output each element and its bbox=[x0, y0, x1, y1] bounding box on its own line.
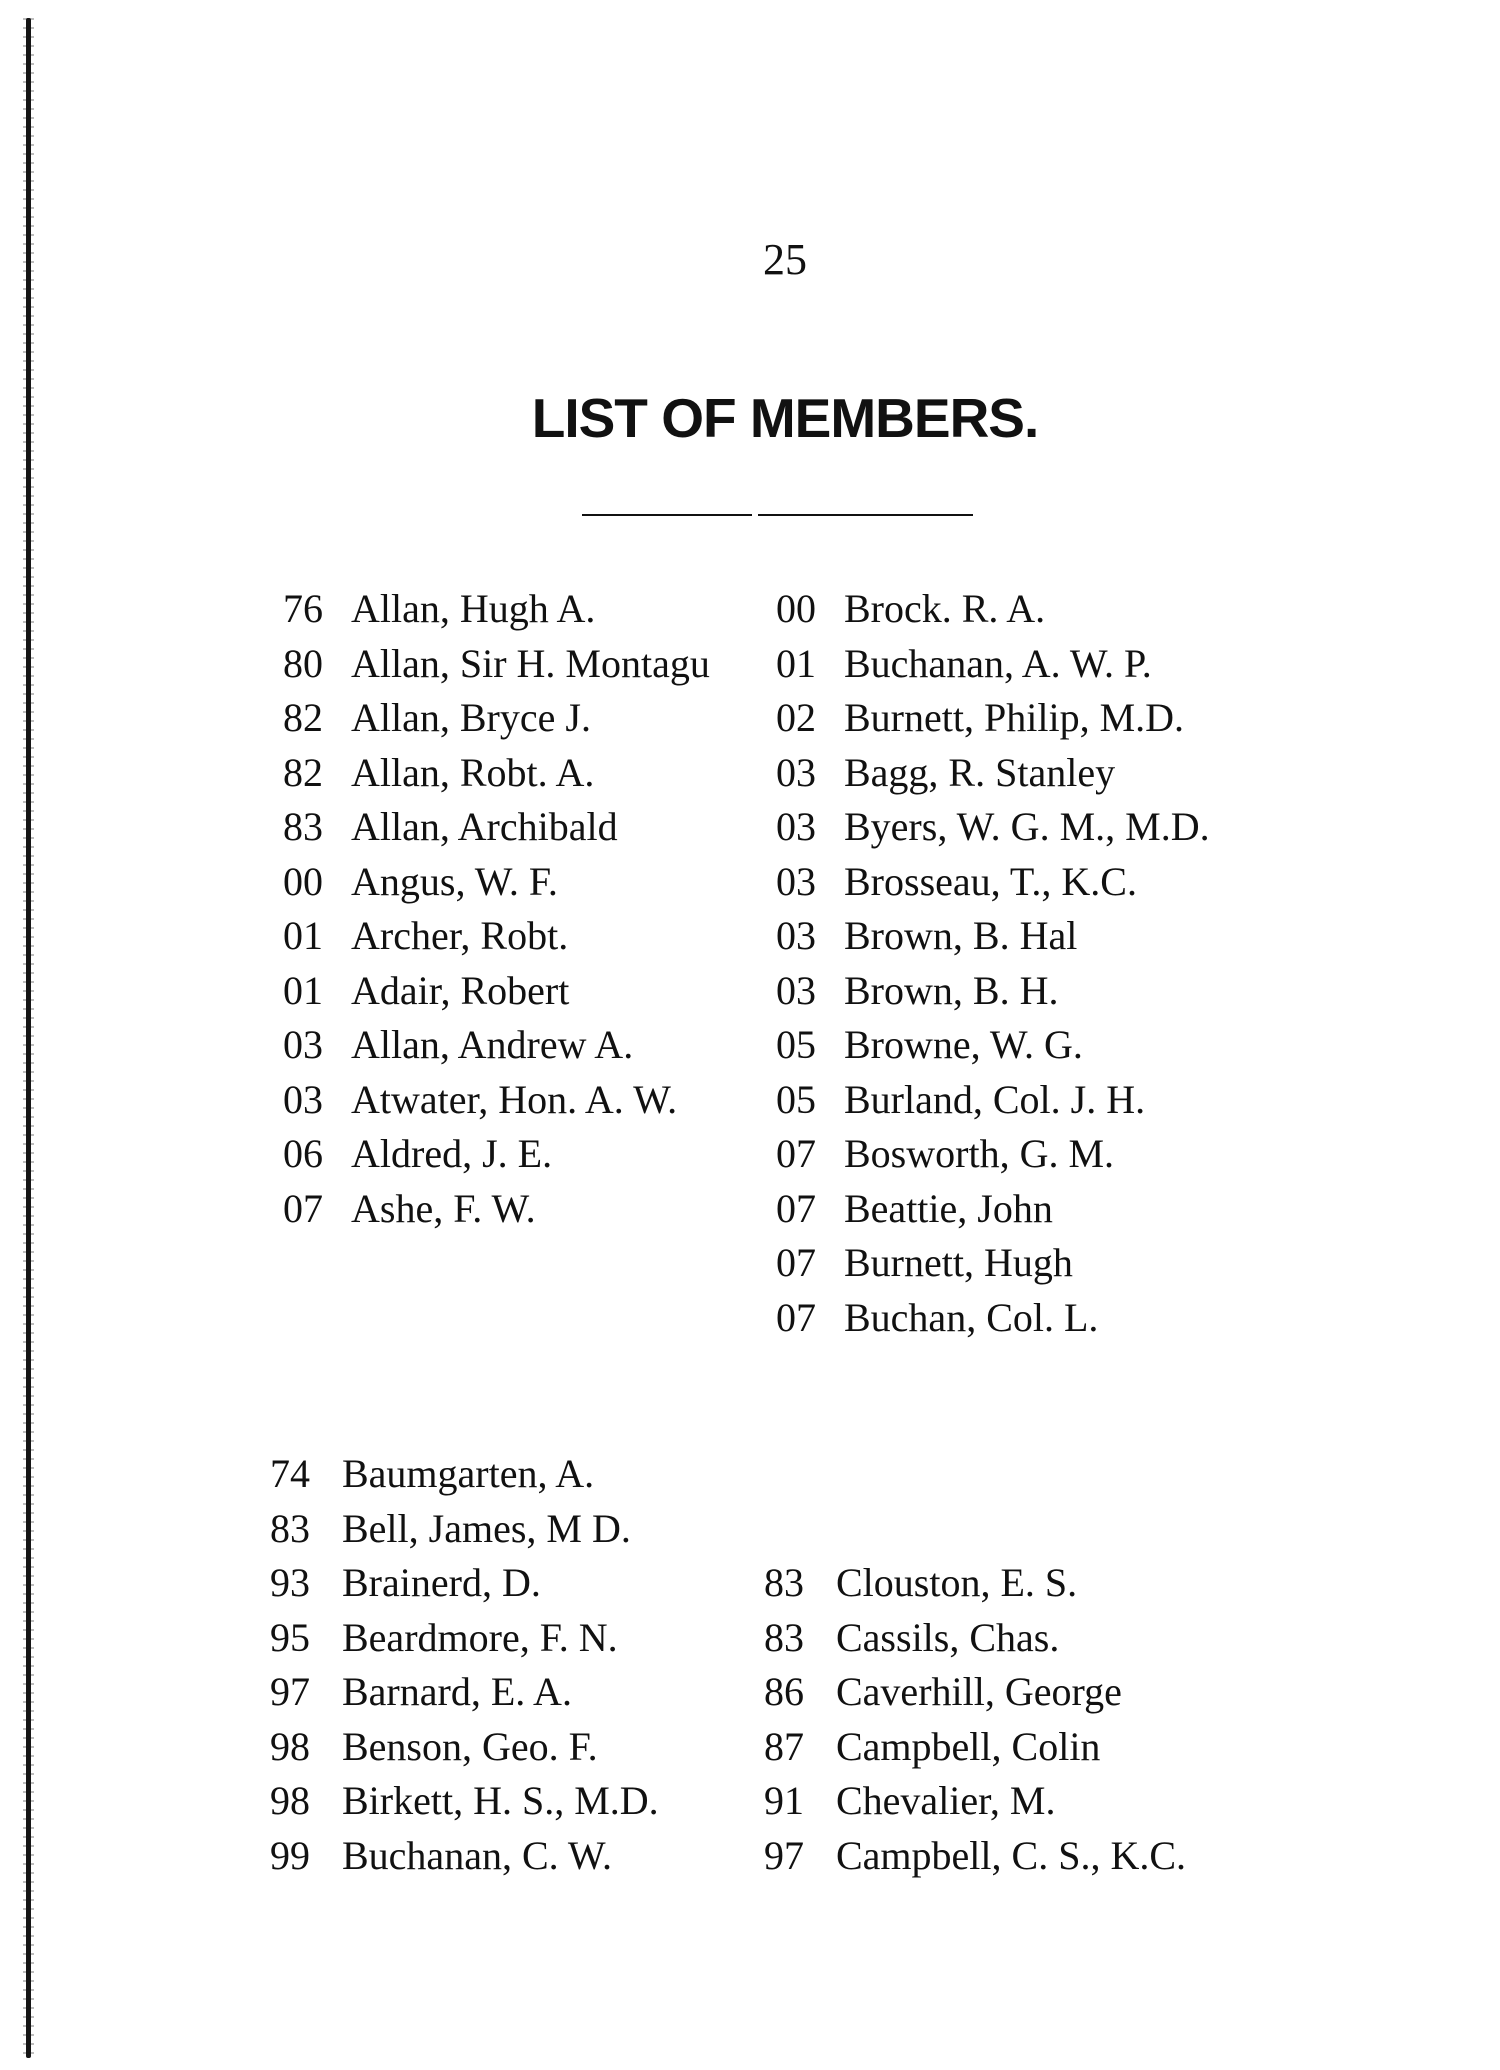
member-entry bbox=[776, 691, 1210, 746]
title-rule-left bbox=[582, 514, 752, 516]
member-name: Browne, W. G. bbox=[844, 1022, 1083, 1067]
page-binding-edge bbox=[26, 18, 31, 2058]
page-number: 25 bbox=[763, 235, 807, 284]
member-name: Caverhill, George bbox=[836, 1669, 1122, 1714]
member-entry bbox=[283, 691, 710, 746]
member-name: Byers, W. G. M., M.D. bbox=[844, 804, 1210, 849]
member-year: 03 bbox=[776, 967, 816, 1013]
member-entry bbox=[283, 637, 710, 692]
member-year: 03 bbox=[283, 1022, 323, 1067]
member-year: 00 bbox=[776, 586, 816, 631]
member-name: Angus, W. F. bbox=[351, 858, 558, 904]
member-name: Bosworth, G. M. bbox=[844, 1131, 1115, 1176]
member-entry bbox=[283, 1182, 710, 1237]
member-year: 03 bbox=[776, 804, 816, 849]
member-name: Benson, Geo. F. bbox=[342, 1723, 598, 1769]
member-entry bbox=[776, 746, 1210, 801]
member-year: 98 bbox=[270, 1778, 310, 1823]
member-entry bbox=[270, 1720, 659, 1775]
member-entry bbox=[776, 1018, 1210, 1073]
member-entry bbox=[283, 909, 710, 964]
member-name: Brosseau, T., K.C. bbox=[844, 858, 1137, 904]
member-year: 95 bbox=[270, 1614, 310, 1660]
member-year: 05 bbox=[776, 1022, 816, 1067]
member-year: 03 bbox=[283, 1076, 323, 1122]
member-name: Buchanan, A. W. P. bbox=[844, 640, 1152, 686]
member-list-b-left bbox=[270, 1447, 659, 1883]
member-list-b-right bbox=[764, 1556, 1186, 1883]
member-year: 07 bbox=[283, 1185, 323, 1231]
member-entry bbox=[270, 1447, 659, 1502]
member-entry bbox=[776, 964, 1210, 1019]
member-year: 07 bbox=[776, 1131, 816, 1176]
member-name: Ashe, F. W. bbox=[351, 1185, 536, 1231]
member-year: 01 bbox=[283, 967, 323, 1013]
member-entry bbox=[776, 909, 1210, 964]
member-year: 83 bbox=[764, 1614, 804, 1660]
member-name: Allan, Hugh A. bbox=[351, 586, 596, 631]
member-name: Chevalier, M. bbox=[836, 1778, 1056, 1823]
member-name: Allan, Archibald bbox=[351, 804, 618, 849]
member-entry bbox=[283, 746, 710, 801]
member-year: 01 bbox=[283, 913, 323, 958]
member-year: 00 bbox=[283, 858, 323, 904]
member-year: 74 bbox=[270, 1451, 310, 1496]
member-entry bbox=[270, 1665, 659, 1720]
member-list-a-left bbox=[283, 582, 710, 1236]
member-name: Campbell, C. S., K.C. bbox=[836, 1832, 1187, 1878]
member-name: Brown, B. H. bbox=[844, 967, 1059, 1013]
member-list-a-right bbox=[776, 582, 1210, 1345]
member-entry bbox=[270, 1502, 659, 1557]
member-year: 93 bbox=[270, 1560, 310, 1605]
member-name: Barnard, E. A. bbox=[342, 1669, 572, 1714]
member-entry bbox=[764, 1611, 1186, 1666]
member-name: Brainerd, D. bbox=[342, 1560, 541, 1605]
member-name: Burnett, Philip, M.D. bbox=[844, 695, 1185, 740]
member-entry bbox=[283, 1127, 710, 1182]
member-name: Campbell, Colin bbox=[836, 1723, 1101, 1769]
member-year: 98 bbox=[270, 1723, 310, 1769]
member-year: 97 bbox=[764, 1832, 804, 1878]
member-name: Burnett, Hugh bbox=[844, 1240, 1073, 1285]
member-name: Brown, B. Hal bbox=[844, 913, 1078, 958]
member-year: 99 bbox=[270, 1832, 310, 1878]
member-year: 83 bbox=[270, 1505, 310, 1551]
member-entry bbox=[764, 1720, 1186, 1775]
member-entry bbox=[776, 1073, 1210, 1128]
member-name: Allan, Bryce J. bbox=[351, 695, 591, 740]
member-year: 83 bbox=[764, 1560, 804, 1605]
member-name: Burland, Col. J. H. bbox=[844, 1076, 1146, 1122]
member-name: Aldred, J. E. bbox=[351, 1131, 553, 1176]
member-year: 97 bbox=[270, 1669, 310, 1714]
member-year: 03 bbox=[776, 913, 816, 958]
member-name: Atwater, Hon. A. W. bbox=[351, 1076, 678, 1122]
member-year: 87 bbox=[764, 1723, 804, 1769]
member-year: 07 bbox=[776, 1240, 816, 1285]
member-name: Buchan, Col. L. bbox=[844, 1294, 1099, 1340]
member-name: Allan, Andrew A. bbox=[351, 1022, 634, 1067]
member-entry bbox=[283, 582, 710, 637]
member-name: Birkett, H. S., M.D. bbox=[342, 1778, 659, 1823]
member-name: Beattie, John bbox=[844, 1185, 1053, 1231]
member-name: Bagg, R. Stanley bbox=[844, 749, 1116, 795]
member-entry bbox=[776, 1182, 1210, 1237]
member-entry bbox=[776, 582, 1210, 637]
member-name: Cassils, Chas. bbox=[836, 1614, 1060, 1660]
member-entry bbox=[764, 1556, 1186, 1611]
member-entry bbox=[283, 964, 710, 1019]
member-name: Archer, Robt. bbox=[351, 913, 569, 958]
member-entry bbox=[283, 1018, 710, 1073]
member-entry bbox=[270, 1611, 659, 1666]
member-year: 06 bbox=[283, 1131, 323, 1176]
member-entry bbox=[270, 1829, 659, 1884]
member-name: Bell, James, M D. bbox=[342, 1505, 631, 1551]
member-year: 86 bbox=[764, 1669, 804, 1714]
member-entry bbox=[764, 1829, 1186, 1884]
member-name: Allan, Robt. A. bbox=[351, 749, 595, 795]
member-year: 07 bbox=[776, 1185, 816, 1231]
member-year: 80 bbox=[283, 640, 323, 686]
member-entry bbox=[776, 1127, 1210, 1182]
member-year: 83 bbox=[283, 804, 323, 849]
member-year: 76 bbox=[283, 586, 323, 631]
member-entry bbox=[776, 1236, 1210, 1291]
member-name: Buchanan, C. W. bbox=[342, 1832, 612, 1878]
member-year: 03 bbox=[776, 749, 816, 795]
member-year: 05 bbox=[776, 1076, 816, 1122]
member-entry bbox=[776, 855, 1210, 910]
member-year: 07 bbox=[776, 1294, 816, 1340]
member-entry bbox=[283, 855, 710, 910]
member-entry bbox=[283, 1073, 710, 1128]
member-year: 82 bbox=[283, 749, 323, 795]
member-entry bbox=[283, 800, 710, 855]
page-title: LIST OF MEMBERS. bbox=[531, 387, 1039, 449]
member-year: 91 bbox=[764, 1778, 804, 1823]
member-entry bbox=[776, 637, 1210, 692]
member-entry bbox=[270, 1774, 659, 1829]
member-entry bbox=[776, 1291, 1210, 1346]
member-entry bbox=[270, 1556, 659, 1611]
member-entry bbox=[776, 800, 1210, 855]
member-year: 82 bbox=[283, 695, 323, 740]
member-year: 03 bbox=[776, 858, 816, 904]
title-rule-right bbox=[758, 514, 973, 516]
member-name: Baumgarten, A. bbox=[342, 1451, 595, 1496]
member-entry bbox=[764, 1665, 1186, 1720]
member-name: Brock. R. A. bbox=[844, 586, 1046, 631]
member-year: 02 bbox=[776, 695, 816, 740]
member-name: Clouston, E. S. bbox=[836, 1560, 1078, 1605]
member-year: 01 bbox=[776, 640, 816, 686]
member-name: Adair, Robert bbox=[351, 967, 570, 1013]
member-entry bbox=[764, 1774, 1186, 1829]
member-name: Allan, Sir H. Montagu bbox=[351, 640, 710, 686]
member-name: Beardmore, F. N. bbox=[342, 1614, 618, 1660]
